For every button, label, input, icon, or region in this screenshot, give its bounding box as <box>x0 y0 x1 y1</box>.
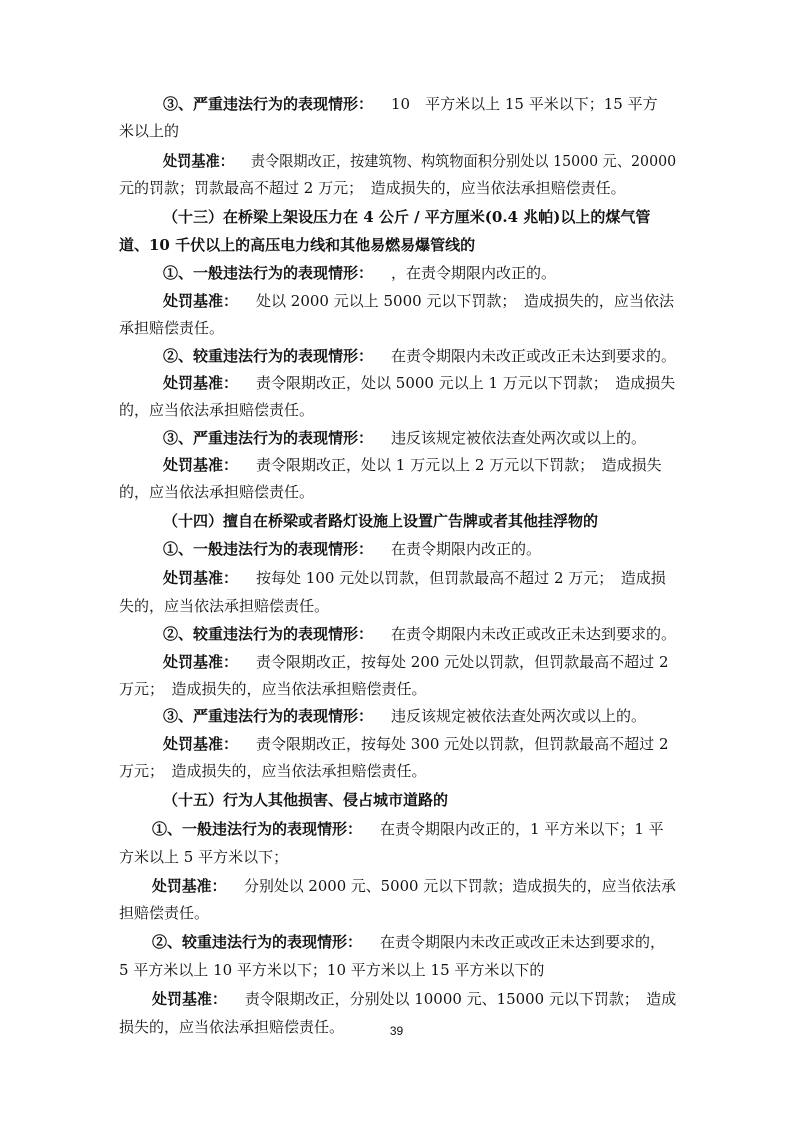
body-text: 责令限期改正，按建筑物、构筑物面积分别处以 15000 元、20000 <box>250 152 677 170</box>
text-line <box>119 679 427 699</box>
text-line <box>119 960 544 980</box>
bold-heading-text: 处罚基准： <box>152 877 227 895</box>
text-line <box>163 373 675 393</box>
page-number: 39 <box>389 1024 404 1038</box>
bold-heading-text: ②、较重违法行为的表现情形： <box>163 347 374 365</box>
body-text: 的，应当依法承担赔偿责任。 <box>119 483 315 501</box>
bold-heading-text: ③、严重违法行为的表现情形： <box>163 707 374 725</box>
text-line <box>119 121 179 141</box>
text-line <box>119 482 314 502</box>
body-text: 责令限期改正，按每处 200 元处以罚款，但罚款最高不超过 2 <box>256 653 669 671</box>
body-text: 责令限期改正，处以 5000 元以上 1 万元以下罚款； 造成损失 <box>256 374 676 392</box>
body-text: 方米以上 5 平方米以下； <box>119 848 289 866</box>
body-text: 处以 2000 元以上 5000 元以下罚款； 造成损失的，应当依法 <box>256 292 674 310</box>
body-text: 违反该规定被依法查处两次或以上的。 <box>391 707 647 725</box>
text-line <box>163 346 676 366</box>
bold-heading-text: 处罚基准： <box>152 990 227 1008</box>
text-line <box>119 318 224 338</box>
text-line <box>152 989 676 1009</box>
body-text: 按每处 100 元处以罚款，但罚款最高不超过 2 万元； 造成损 <box>256 569 666 587</box>
text-line <box>163 291 674 311</box>
text-line <box>163 511 598 531</box>
text-line <box>152 932 665 952</box>
bold-heading-text: 处罚基准： <box>163 653 239 671</box>
text-line <box>163 624 676 644</box>
text-line <box>119 235 475 255</box>
text-line <box>163 568 666 588</box>
text-line <box>163 539 541 559</box>
bold-heading-text: ②、较重违法行为的表现情形： <box>163 625 374 643</box>
body-text: 承担赔偿责任。 <box>119 319 225 337</box>
text-line <box>163 652 669 672</box>
bold-heading-text: 处罚基准： <box>163 456 239 474</box>
bold-heading-text: ①、一般违法行为的表现情形： <box>152 820 363 838</box>
body-text: 责令限期改正，处以 1 万元以上 2 万元以下罚款； 造成损失 <box>256 456 662 474</box>
body-text: 失的，应当依法承担赔偿责任。 <box>119 597 330 615</box>
text-line <box>163 706 646 726</box>
bold-heading-text: ①、一般违法行为的表现情形： <box>163 264 374 282</box>
bold-heading-text: 处罚基准： <box>163 292 239 310</box>
body-text: 在责令期限内未改正或改正未达到要求的。 <box>391 347 677 365</box>
body-text: 在责令期限内未改正或改正未达到要求的。 <box>391 625 677 643</box>
body-text: 米以上的 <box>119 122 180 140</box>
body-text: 5 平方米以上 10 平方米以下；10 平方米以上 15 平方米以下的 <box>119 961 545 979</box>
text-line <box>119 903 209 923</box>
body-text: 万元； 造成损失的，应当依法承担赔偿责任。 <box>119 680 427 698</box>
text-line <box>163 151 676 171</box>
bold-heading-text: （十三）在桥梁上架设压力在 4 公斤 / 平方厘米(0.4 兆帕)以上的煤气管 <box>163 208 651 226</box>
body-text: 的，应当依法承担赔偿责任。 <box>119 401 315 419</box>
body-text: 元的罚款；罚款最高不超过 2 万元； 造成损失的，应当依法承担赔偿责任。 <box>119 179 626 197</box>
body-text: ，在责令期限内改正的。 <box>391 264 557 282</box>
bold-heading-text: ②、较重违法行为的表现情形： <box>152 933 363 951</box>
text-line <box>163 734 669 754</box>
text-line <box>119 761 427 781</box>
body-text: 万元； 造成损失的，应当依法承担赔偿责任。 <box>119 762 427 780</box>
body-text: 担赔偿责任。 <box>119 904 210 922</box>
body-text: 责令限期改正，按每处 300 元处以罚款，但罚款最高不超过 2 <box>256 735 669 753</box>
body-text: 在责令期限内未改正或改正未达到要求的， <box>380 933 666 951</box>
text-line <box>119 178 626 198</box>
body-text: 责令限期改正，分别处以 10000 元、15000 元以下罚款； 造成 <box>244 990 677 1008</box>
text-line <box>163 94 658 114</box>
bold-heading-text: 处罚基准： <box>163 374 239 392</box>
body-text: 10 平方米以上 15 平米以下；15 平方 <box>391 95 658 113</box>
text-line <box>152 819 664 839</box>
body-text: 在责令期限内改正的。 <box>391 540 542 558</box>
bold-heading-text: ①、一般违法行为的表现情形： <box>163 540 374 558</box>
text-line <box>119 847 288 867</box>
text-line <box>163 428 646 448</box>
text-line <box>119 400 314 420</box>
text-line <box>163 790 448 810</box>
body-text: 在责令期限内改正的，1 平方米以下；1 平 <box>380 820 664 838</box>
bold-heading-text: 处罚基准： <box>163 735 239 753</box>
body-text: 分别处以 2000 元、5000 元以下罚款；造成损失的，应当依法承 <box>244 877 676 895</box>
text-line <box>152 876 676 896</box>
text-line <box>163 263 556 283</box>
text-line <box>163 207 650 227</box>
bold-heading-text: ③、严重违法行为的表现情形： <box>163 429 374 447</box>
bold-heading-text: （十五）行为人其他损害、侵占城市道路的 <box>163 791 449 809</box>
bold-heading-text: 处罚基准： <box>163 569 239 587</box>
text-line <box>119 596 329 616</box>
body-text: 违反该规定被依法查处两次或以上的。 <box>391 429 647 447</box>
bold-heading-text: 处罚基准： <box>163 152 234 170</box>
bold-heading-text: （十四）擅自在桥梁或者路灯设施上设置广告牌或者其他挂浮物的 <box>163 512 599 530</box>
body-text: 损失的，应当依法承担赔偿责任。 <box>119 1018 345 1036</box>
bold-heading-text: 道、10 千伏以上的高压电力线和其他易燃易爆管线的 <box>119 236 476 254</box>
text-line <box>163 455 662 475</box>
bold-heading-text: ③、严重违法行为的表现情形： <box>163 95 374 113</box>
